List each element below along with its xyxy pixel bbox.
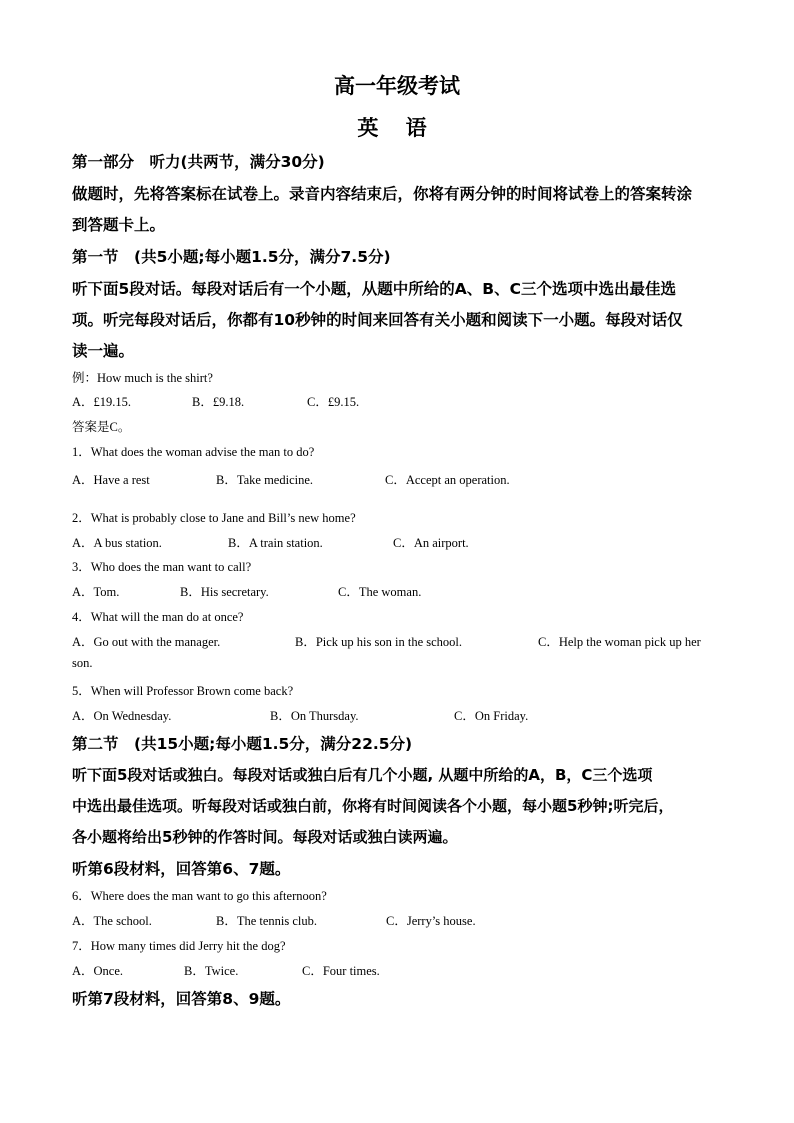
section2-instruction-line: 听下面5段对话或独白。每段对话或独白后有几个小题, 从题中所给的A，B，C三个选项 — [72, 766, 653, 784]
q4-option-c-continuation: son. — [72, 656, 93, 670]
q5-option-c: C．On Friday. — [454, 709, 529, 723]
section2-heading: 第二节 (共15小题;每小题1.5分，满分22.5分) — [72, 735, 413, 753]
q5-option-b: B．On Thursday. — [270, 709, 359, 723]
question-7: 7．How many times did Jerry hit the dog? — [72, 939, 286, 953]
section1-instruction-line: 读一遍。 — [72, 342, 135, 360]
q3-option-c: C．The woman. — [338, 585, 422, 599]
q2-option-c: C．An airport. — [393, 536, 469, 550]
example-question: 例：How much is the shirt? — [72, 371, 213, 385]
example-answer: 答案是C。 — [72, 420, 131, 434]
section1-heading: 第一节 (共5小题;每小题1.5分，满分7.5分) — [72, 248, 391, 266]
q6-option-b: B．The tennis club. — [216, 914, 318, 928]
q4-option-a: A．Go out with the manager. — [72, 635, 221, 649]
q1-option-a: A．Have a rest — [72, 473, 150, 487]
question-5: 5．When will Professor Brown come back? — [72, 684, 294, 698]
question-1: 1．What does the woman advise the man to do? — [72, 445, 315, 459]
section2-instruction-line: 中选出最佳选项。听每段对话或独白前，你将有时间阅读各个小题，每小题5秒钟;听完后， — [72, 797, 674, 815]
question-3: 3．Who does the man want to call? — [72, 560, 252, 574]
q5-option-a: A．On Wednesday. — [72, 709, 172, 723]
example-option-b: B．£9.18. — [192, 395, 245, 409]
q1-option-c: C．Accept an operation. — [385, 473, 510, 487]
q4-option-c: C．Help the woman pick up her — [538, 635, 701, 649]
exam-title: 高一年级考试 — [334, 74, 460, 98]
section1-instruction-line: 听下面5段对话。每段对话后有一个小题，从题中所给的A、B、C三个选项中选出最佳选 — [72, 280, 676, 298]
section2-instruction-line: 各小题将给出5秒钟的作答时间。每段对话或独白读两遍。 — [72, 828, 458, 846]
question-2: 2．What is probably close to Jane and Bill’s new home? — [72, 511, 356, 525]
q3-option-b: B．His secretary. — [180, 585, 269, 599]
part1-heading: 第一部分 听力(共两节，满分30分) — [72, 153, 325, 171]
q4-option-b: B．Pick up his son in the school. — [295, 635, 463, 649]
q7-option-c: C．Four times. — [302, 964, 380, 978]
q7-option-a: A．Once. — [72, 964, 124, 978]
question-6: 6．Where does the man want to go this afternoon? — [72, 889, 327, 903]
example-option-c: C．£9.15. — [307, 395, 360, 409]
q6-option-c: C．Jerry’s house. — [386, 914, 476, 928]
section1-instruction-line: 项。听完每段对话后，你都有10秒钟的时间来回答有关小题和阅读下一小题。每段对话仅 — [72, 311, 683, 329]
material-6-heading: 听第6段材料，回答第6、7题。 — [72, 860, 291, 878]
q2-option-a: A．A bus station. — [72, 536, 162, 550]
q3-option-a: A．Tom. — [72, 585, 120, 599]
part1-instruction-line: 做题时，先将答案标在试卷上。录音内容结束后，你将有两分钟的时间将试卷上的答案转涂 — [72, 185, 693, 203]
part1-instruction-line: 到答题卡上。 — [72, 216, 166, 234]
question-4: 4．What will the man do at once? — [72, 610, 244, 624]
example-option-a: A．£19.15. — [72, 395, 132, 409]
q6-option-a: A．The school. — [72, 914, 152, 928]
q7-option-b: B．Twice. — [184, 964, 239, 978]
q2-option-b: B．A train station. — [228, 536, 323, 550]
material-7-heading: 听第7段材料，回答第8、9题。 — [72, 990, 291, 1008]
subject-title: 英 语 — [357, 116, 437, 140]
q1-option-b: B．Take medicine. — [216, 473, 314, 487]
